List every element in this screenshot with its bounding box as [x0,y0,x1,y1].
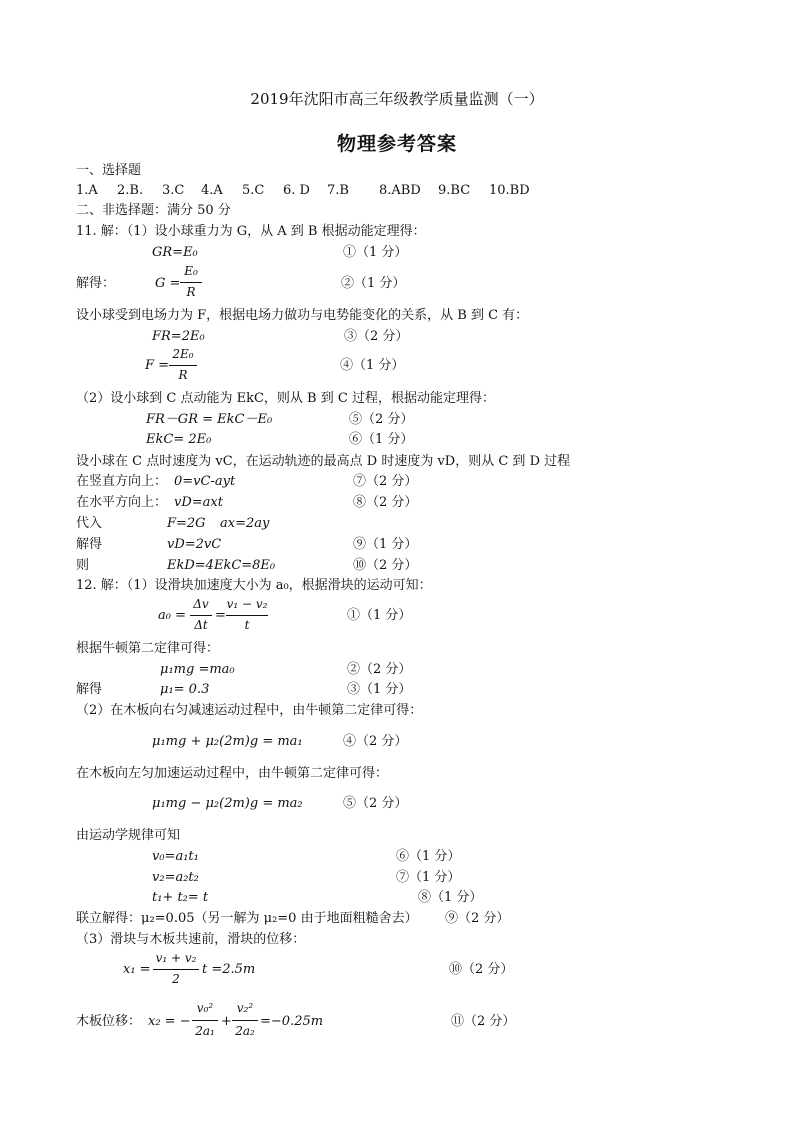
fraction-bar [226,615,268,616]
q12-eq4: μ₁mg + μ₂(2m)g = ma₁ [152,734,303,749]
q12-intro: 12. 解：（1）设滑块加速度大小为 a₀，根据滑块的运动可知： [76,578,432,593]
board-displacement-label: 木板位移： [76,1014,142,1029]
q12-eq11-fraction-1 [192,1001,218,1043]
fraction-bar [232,1020,258,1021]
answer-item: 6. D [283,183,310,198]
q12-eq10-rhs: t =2.5m [202,962,256,977]
score-mark: ⑨（2 分） [445,911,510,926]
q11-eq2-lhs: G = [155,276,181,291]
numerator: v₀² [196,1001,214,1015]
q12-part3-intro: （3）滑块与木板共速前，滑块的位移： [76,932,306,947]
fraction-bar [190,615,212,616]
answer-key-title: 物理参考答案 [336,133,457,155]
section2-heading: 二、非选择题：满分 50 分 [76,203,231,218]
q11-subst-eq2: ax=2ay [220,516,270,531]
numerator: v₁ + v₂ [155,951,197,965]
q11-subst-eq1: F=2G [167,516,206,531]
q11-eq9: vD=2vC [167,537,222,552]
q12-eq11-lhs: x₂ = − [148,1014,191,1029]
score-mark: ⑧（2 分） [353,495,418,510]
denominator: 2a₁ [195,1024,215,1038]
q12-eq10-fraction [153,951,199,991]
q11-eq2-fraction [180,264,202,304]
score-mark: ⑧（1 分） [418,890,483,905]
q12-part2-intro: （2）在木板向右匀减速运动过程中，由牛顿第二定律可得： [76,703,423,718]
q11-intro: 11. 解：（1）设小球重力为 G，从 A 到 B 根据动能定理得： [76,224,426,239]
section1-heading: 一、选择题 [76,163,142,178]
numerator: 2E₀ [172,347,194,361]
denominator: 2a₂ [235,1024,255,1038]
score-mark: ②（1 分） [341,276,406,291]
q12-eq5: μ₁mg − μ₂(2m)g = ma₂ [152,796,303,811]
q11-eq10: EkD=4EkC=8E₀ [167,558,276,573]
solve-label: 解得 [76,682,103,697]
q12-eq1-lhs: a₀ = [158,608,186,623]
score-mark: ⑨（1 分） [353,537,418,552]
score-mark: ③（1 分） [347,682,412,697]
score-mark: ⑦（1 分） [396,870,461,885]
denominator: t [244,618,250,632]
numerator: v₂² [236,1001,254,1015]
score-mark: ⑩（2 分） [353,558,418,573]
fraction-bar [153,969,199,970]
score-mark: ③（2 分） [344,329,409,344]
score-mark: ⑤（2 分） [343,796,408,811]
plus-sign: + [221,1014,232,1029]
score-mark: ⑦（2 分） [353,474,418,489]
q11-eq6: EkC= 2E₀ [146,432,212,447]
fraction-bar [169,365,197,366]
q12-eq11-rhs: =−0.25m [260,1014,324,1029]
q12-eq1-fraction-2 [226,597,268,637]
answer-item: 8.ABD [379,183,421,198]
q11-eq7: 0=vC-ayt [174,474,236,489]
denominator: R [178,368,188,382]
q11-eq4-lhs: F = [145,358,170,373]
q11-eq4-fraction [169,347,197,387]
fraction-bar [192,1020,218,1021]
answer-item: 4.A [201,183,223,198]
q11-velocity-intro: 设小球在 C 点时速度为 vC，在运动轨迹的最高点 D 时速度为 vD，则从 C 到 D 过程 [76,454,571,469]
score-mark: ④（1 分） [340,358,405,373]
q11-electric-intro: 设小球受到电场力为 F，根据电场力做功与电势能变化的关系，从 B 到 C 有： [76,308,529,323]
q12-eq1-fraction-1 [190,597,212,637]
q11-eq8: vD=axt [174,495,223,510]
numerator: E₀ [184,264,198,278]
equals-sign: = [215,608,226,623]
denominator: 2 [172,972,180,986]
answer-item: 3.C [162,183,185,198]
q12-eq8: t₁+ t₂= t [152,890,209,905]
score-mark: ⑪（2 分） [451,1014,516,1029]
solve-label: 解得 [76,537,103,552]
q12-eq2: μ₁mg =ma₀ [160,662,235,677]
answer-item: 10.BD [489,183,530,198]
score-mark: ⑥（1 分） [396,849,461,864]
answer-item: 1.A [76,183,98,198]
q12-newton-intro: 根据牛顿第二定律可得： [76,641,220,656]
q12-eq10-lhs: x₁ = [123,962,151,977]
q12-eq7: v₂=a₂t₂ [152,870,199,885]
q11-part2-intro: （2）设小球到 C 点动能为 EkC，则从 B 到 C 过程，根据动能定理得： [76,391,495,406]
numerator: v₁ − v₂ [226,597,268,611]
score-mark: ②（2 分） [347,662,412,677]
vertical-label: 在竖直方向上： [76,474,168,489]
denominator: R [186,285,196,299]
q11-eq5: FR－GR = EkC－E₀ [146,412,273,427]
score-mark: ④（2 分） [343,734,408,749]
q11-eq1: GR=E₀ [152,245,198,260]
q12-eq3: μ₁= 0.3 [160,682,210,697]
exam-title: 2019年沈阳市高三年级教学质量监测（一） [250,90,544,108]
score-mark: ①（1 分） [343,245,408,260]
solve-label: 解得： [76,276,116,291]
answer-item: 9.BC [438,183,471,198]
numerator: Δv [193,597,209,611]
q12-accel-intro: 在木板向左匀加速运动过程中，由牛顿第二定律可得： [76,766,389,781]
answer-item: 2.B. [117,183,144,198]
score-mark: ⑩（2 分） [449,962,514,977]
q12-eq6: v₀=a₁t₁ [152,849,199,864]
q12-combined: 联立解得：μ₂=0.05（另一解为 μ₂=0 由于地面粗糙舍去） [76,911,418,926]
horizontal-label: 在水平方向上： [76,495,168,510]
score-mark: ⑥（1 分） [349,432,414,447]
q12-eq11-fraction-2 [232,1001,258,1043]
q11-eq3: FR=2E₀ [152,329,205,344]
denominator: Δt [194,618,208,632]
then-label: 则 [76,558,90,573]
score-mark: ①（1 分） [347,608,412,623]
q12-kinematics-intro: 由运动学规律可知 [76,828,181,843]
fraction-bar [180,282,202,283]
answer-item: 7.B [327,183,349,198]
score-mark: ⑤（2 分） [349,412,414,427]
answer-item: 5.C [242,183,265,198]
substitute-label: 代入 [76,516,103,531]
